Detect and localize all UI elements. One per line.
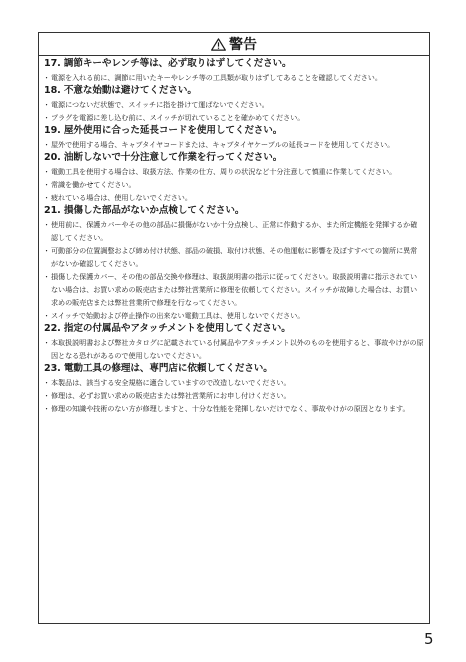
bullet-item: ・ 屋外で使用する場合、キャブタイヤコードまたは、キャブタイヤケーブルの延長コードを使用してください。	[44, 138, 424, 151]
section-title: 18. 不意な始動は避けてください。	[44, 85, 197, 96]
bullet-item: ・ 損傷した保護カバー、その他の部品交換や修理は、取扱説明書の指示に従ってください。取扱説明書に指示されていない場合は、お買い求めの販売店または弊社営業所に修理を依頼してください。スイッチが故障した場合は、お買い求めの販売店または弊社営業所で修理を行なってください。	[44, 270, 424, 309]
bullet-item: ・ スイッチで始動および停止操作の出来ない電動工具は、使用しないでください。	[44, 309, 424, 322]
bullet-item: ・ 本製品は、該当する安全規格に適合していますので改造しないでください。	[44, 376, 424, 389]
section-23	[44, 362, 424, 415]
section-title: 19. 屋外使用に合った延長コードを使用してください。	[44, 125, 283, 136]
bullet-item: ・ 電源につないだ状態で、スイッチに指を掛けて運ばないでください。	[44, 98, 424, 111]
bullet-item: ・ 修理は、必ずお買い求めの販売店または弊社営業所にお申し付けください。	[44, 389, 424, 402]
section-22	[44, 322, 424, 362]
bullet-item: ・ 修理の知識や技術のない方が修理しますと、十分な性能を発揮しないだけでなく、事故やけがの原因となります。	[44, 402, 424, 415]
bullet-item: ・ 電動工具を使用する場合は、取扱方法、作業の仕方、周りの状況など十分注意して慎重に作業してください。	[44, 165, 424, 178]
warning-header	[39, 33, 429, 56]
warning-sections	[39, 56, 429, 415]
bullet-item: ・ 可動部分の位置調整および締め付け状態、部品の破損、取付け状態、その他運転に影響を及ぼすすべての箇所に異常がないか確認してください。	[44, 244, 424, 270]
section-title: 17. 調節キーやレンチ等は、必ず取りはずしてください。	[44, 58, 292, 69]
warning-title: 警告	[229, 37, 257, 53]
section-title: 22. 指定の付属品やアタッチメントを使用してください。	[44, 323, 291, 334]
warning-triangle-icon	[211, 38, 226, 51]
section-title: 21. 損傷した部品がないか点検してください。	[44, 205, 245, 216]
section-21	[44, 204, 424, 322]
warning-box	[38, 32, 430, 624]
bullet-item: ・ 使用前に、保護カバーやその他の部品に損傷がないか十分点検し、正常に作動するか、また所定機能を発揮するか確認してください。	[44, 218, 424, 244]
section-18	[44, 84, 424, 124]
page-number: 5	[424, 630, 434, 648]
section-20	[44, 151, 424, 204]
section-title: 23. 電動工具の修理は、専門店に依頼してください。	[44, 363, 273, 374]
bullet-item: ・ 疲れている場合は、使用しないでください。	[44, 191, 424, 204]
bullet-item: ・ 常識を働かせてください。	[44, 178, 424, 191]
bullet-item: ・ 本取扱説明書および弊社カタログに記載されている付属品やアタッチメント以外のものを使用すると、事故やけがの原因となる恐れがあるので使用しないでください。	[44, 336, 424, 362]
section-17	[44, 57, 424, 84]
bullet-item: ・ 電源を入れる前に、調節に用いたキーやレンチ等の工具類が取りはずしてあることを確認してください。	[44, 71, 424, 84]
section-19	[44, 124, 424, 151]
bullet-item: ・ プラグを電源に差し込む前に、スイッチが切れていることを確かめてください。	[44, 111, 424, 124]
section-title: 20. 油断しないで十分注意して作業を行ってください。	[44, 152, 283, 163]
